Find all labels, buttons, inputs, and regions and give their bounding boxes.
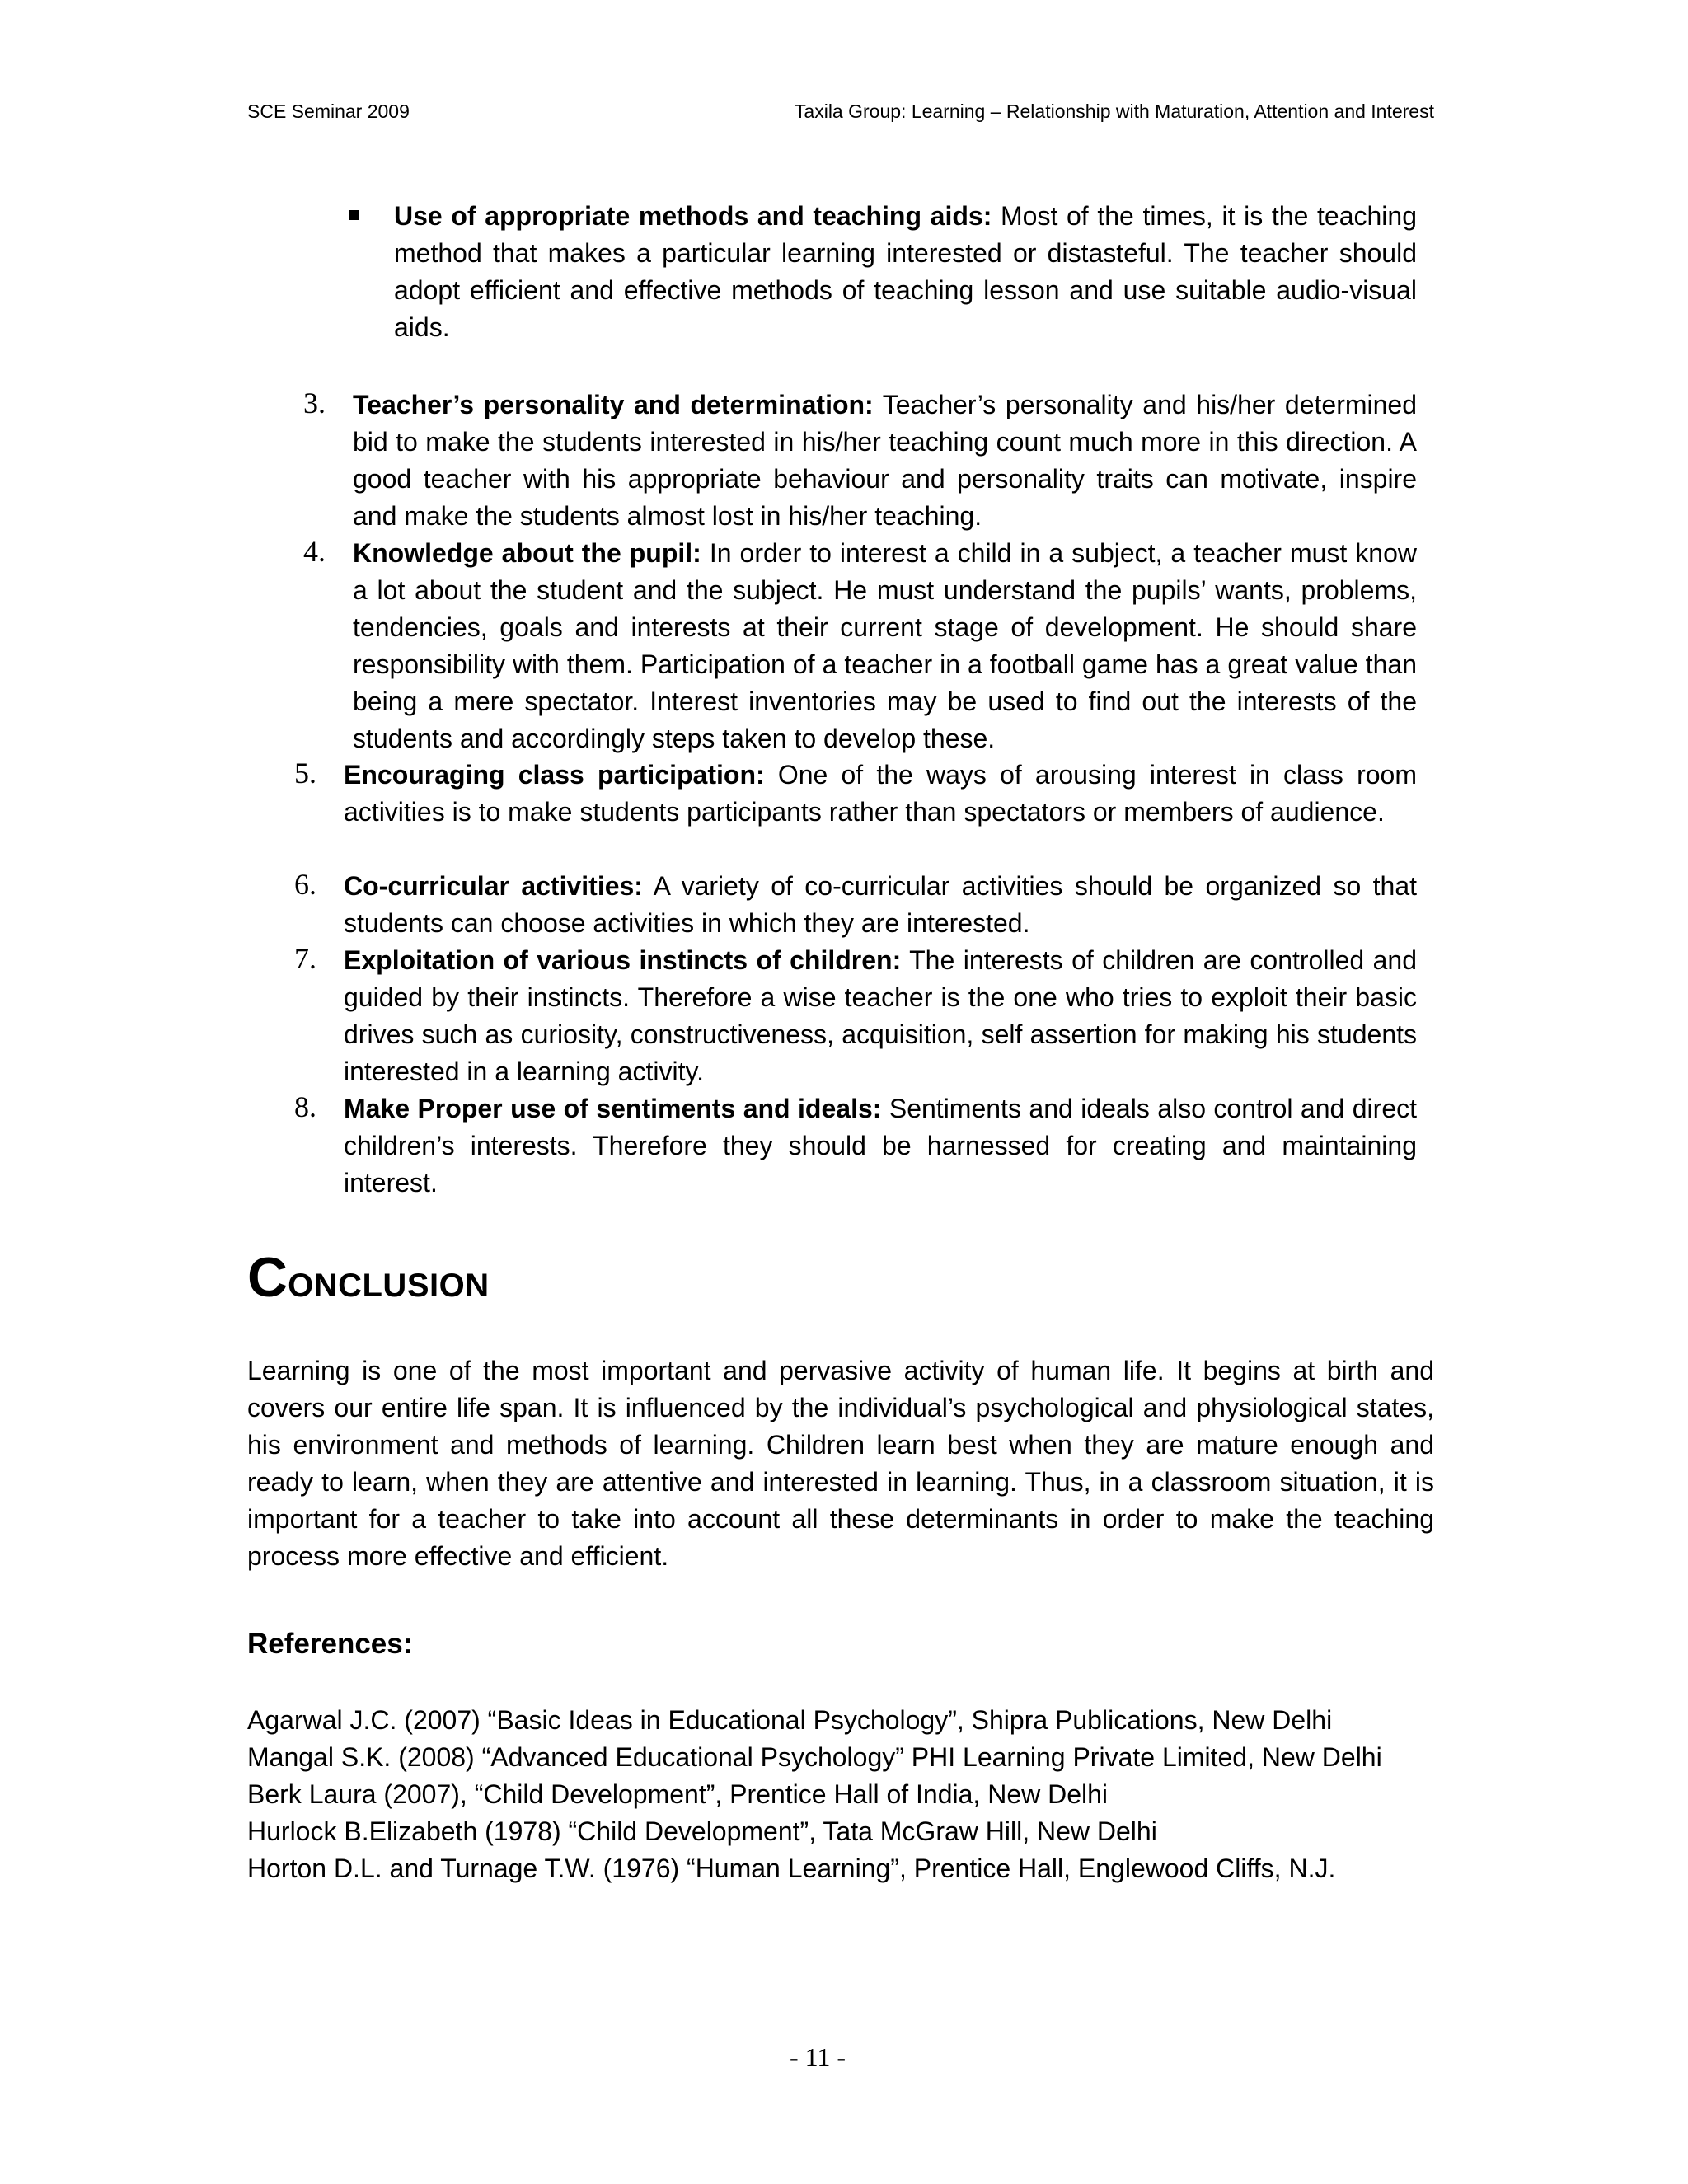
reference-item: Mangal S.K. (2008) “Advanced Educational Psychology” PHI Learning Private Limited, New Delhi: [247, 1742, 1382, 1772]
reference-item: Berk Laura (2007), “Child Development”, Prentice Hall of India, New Delhi: [247, 1779, 1109, 1809]
references-heading: References:: [247, 1628, 413, 1660]
item-number-5: 5.: [294, 757, 316, 790]
bullet-paragraph: [394, 198, 1417, 346]
square-bullet-icon: [349, 210, 359, 220]
bullet-title: Use of appropriate methods and teaching aids:: [394, 201, 992, 231]
bullet-text: Most of the times, it is the teaching method that makes a particular learning interested or distasteful. The teacher should adopt efficient and effective methods of teaching lesson and use suitable audio-visual aids.: [394, 201, 1418, 342]
item-title: Knowledge about the pupil:: [353, 538, 701, 568]
list-item: [353, 535, 1417, 757]
page-number: - 11 -: [789, 2042, 846, 2072]
list-item: [344, 757, 1417, 831]
reference-item: Hurlock B.Elizabeth (1978) “Child Development”, Tata McGraw Hill, New Delhi: [247, 1816, 1157, 1846]
item-number-7: 7.: [294, 942, 316, 975]
item-number-8: 8.: [294, 1090, 316, 1123]
item-number-6: 6.: [294, 868, 316, 901]
page-header: [247, 101, 1434, 129]
list-item: [344, 868, 1417, 942]
conclusion-heading: [247, 1246, 490, 1309]
list-item: [353, 387, 1417, 535]
item-text: Teacher’s personality and his/her determined bid to make the students interested in his/her teaching count much more in this direction. A good teacher with his appropriate behaviour and personality traits can motivate, inspire and make the students almost lost in his/her teaching.: [353, 390, 1418, 531]
item-title: Co-curricular activities:: [344, 871, 643, 901]
item-title: Teacher’s personality and determination:: [353, 390, 874, 419]
item-text: In order to interest a child in a subject, a teacher must know a lot about the student and the subject. He must understand the pupils’ wants, problems, tendencies, goals and interests at their current stage of development. He should share responsibility with them. Participation of a teacher in a football game has a great value than being a mere spectator. Interest inventories may be used to find out the interests of the students and accordingly steps taken to develop these.: [353, 538, 1418, 753]
conclusion-paragraph: Learning is one of the most important and pervasive activity of human life. It begins at birth and covers our entire life span. It is influenced by the individual’s psychological and physiological states, his environment and methods of learning. Children learn best when they are mature enough and ready to learn, when they are attentive and interested in learning. Thus, in a classroom situation, it is important for a teacher to take into account all these determinants in order to make the teaching process more effective and efficient.: [247, 1356, 1434, 1571]
reference-item: Agarwal J.C. (2007) “Basic Ideas in Educational Psychology”, Shipra Publications, New Delhi: [247, 1705, 1333, 1735]
header-right: Taxila Group: Learning – Relationship with Maturation, Attention and Interest: [794, 101, 1434, 122]
item-text: One of the ways of arousing interest in class room activities is to make students participants rather than spectators or members of audience.: [344, 760, 1418, 827]
item-text: The interests of children are controlled and guided by their instincts. Therefore a wise teacher is the one who tries to exploit their basic drives such as curiosity, constructiveness, acquisition, self assertion for making his students interested in a learning activity.: [344, 945, 1418, 1086]
item-text: Sentiments and ideals also control and direct children’s interests. Therefore they should be harnessed for creating and maintaining interest.: [344, 1094, 1418, 1197]
item-text: A variety of co-curricular activities should be organized so that students can choose activities in which they are interested.: [344, 871, 1418, 938]
references-list: [247, 1702, 1382, 1887]
item-title: Make Proper use of sentiments and ideals:: [344, 1094, 882, 1123]
conclusion-heading-rest: ONCLUSION: [288, 1268, 490, 1304]
list-item: [344, 1090, 1417, 1202]
list-item: [344, 942, 1417, 1090]
item-title: Encouraging class participation:: [344, 760, 765, 790]
item-title: Exploitation of various instincts of children:: [344, 945, 902, 975]
conclusion-heading-cap: C: [247, 1246, 288, 1309]
item-number-4: 4.: [303, 535, 326, 568]
item-number-3: 3.: [303, 387, 326, 419]
reference-item: Horton D.L. and Turnage T.W. (1976) “Human Learning”, Prentice Hall, Englewood Cliffs, N.J.: [247, 1854, 1336, 1883]
header-left: SCE Seminar 2009: [247, 101, 410, 122]
